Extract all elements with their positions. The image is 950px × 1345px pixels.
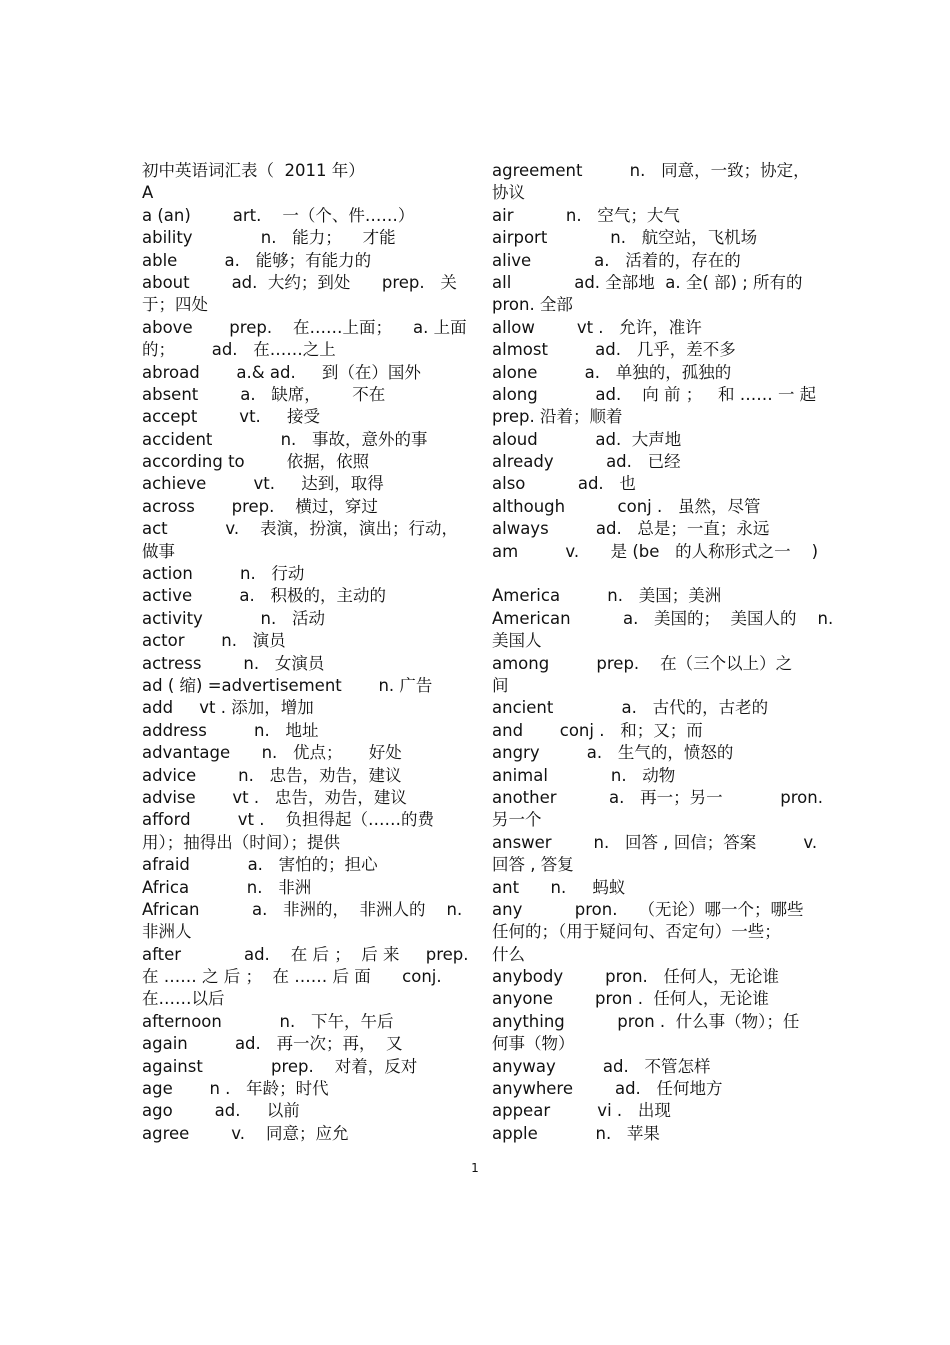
vocab-line: ago ad. 以前 (142, 1101, 300, 1121)
vocab-line: prep. 沿着；顺着 (492, 407, 623, 427)
vocab-line: although conj . 虽然，尽管 (492, 496, 761, 516)
vocab-line: also ad. 也 (492, 474, 636, 494)
vocab-line: allow vt . 允许，准许 (492, 317, 702, 337)
vocab-line: 协议 (492, 183, 525, 203)
vocab-line: actor n. 演员 (142, 631, 286, 651)
vocab-line: 任何的；（用于疑问句、否定句）一些； (492, 922, 781, 942)
vocab-line: airport n. 航空站，飞机场 (492, 228, 758, 248)
vocab-line: able a. 能够；有能力的 (142, 250, 372, 270)
vocab-line: after ad. 在 后 ； 后 来 prep. (142, 944, 469, 964)
vocab-line: 初中英语词汇表（ 2011 年） (142, 161, 365, 180)
vocab-line: 非洲人 (142, 922, 192, 942)
vocab-line: 的； ad. 在……之上 (142, 340, 336, 360)
vocab-line: act v. 表演，扮演，演出；行动， (142, 519, 459, 539)
vocab-line: already ad. 已经 (492, 452, 681, 472)
vocab-line: add vt . 添加，增加 (142, 698, 314, 718)
vocab-line: am v. 是 (be 的人称形式之一 ) (492, 541, 819, 561)
vocab-line: all ad. 全部地 a. 全( 部) ; 所有的 (492, 272, 803, 292)
vocab-line (492, 563, 810, 585)
vocab-line: advantage n. 优点； 好处 (142, 743, 402, 763)
vocab-line: above prep. 在……上面； a. 上面 (142, 317, 467, 337)
vocab-line: afford vt . 负担得起（……的费 (142, 810, 434, 830)
vocab-line: 什么 (492, 944, 525, 964)
vocab-line: ant n. 蚂蚁 (492, 877, 626, 897)
left-column (142, 160, 469, 1145)
vocab-line: agreement n. 同意，一致；协定， (492, 161, 810, 180)
vocab-line: agree v. 同意；应允 (142, 1123, 349, 1143)
vocab-line: 用）；抽得出（时间）；提供 (142, 832, 340, 852)
vocab-line: according to 依据，依照 (142, 452, 370, 472)
vocab-line: America n. 美国；美洲 (492, 586, 722, 606)
vocab-line: ability n. 能力； 才能 (142, 228, 396, 248)
vocab-line: anybody pron. 任何人，无论谁 (492, 967, 780, 987)
vocab-line: alive a. 活着的，存在的 (492, 250, 741, 270)
page-number: 1 (471, 1161, 479, 1175)
vocab-line: animal n. 动物 (492, 765, 676, 785)
vocab-line: anywhere ad. 任何地方 (492, 1079, 723, 1099)
vocab-line: ad ( 缩) =advertisement n. 广告 (142, 675, 433, 695)
vocab-line: 何事（物） (492, 1034, 575, 1054)
vocab-line: across prep. 横过，穿过 (142, 496, 378, 516)
vocab-line: 于；四处 (142, 295, 208, 315)
vocab-line: again ad. 再一次；再， 又 (142, 1034, 403, 1054)
vocab-line: another a. 再一；另一 pron. (492, 787, 823, 807)
vocab-line: a (an) art. 一（个、件……） (142, 205, 415, 225)
vocab-line: active a. 积极的，主动的 (142, 586, 386, 606)
vocab-line: about ad. 大约；到处 prep. 关 (142, 272, 457, 292)
vocab-line: accept vt. 接受 (142, 407, 321, 427)
vocab-line: age n . 年龄；时代 (142, 1079, 329, 1099)
vocab-line: alone a. 单独的，孤独的 (492, 362, 732, 382)
vocab-line: among prep. 在（三个以上）之 (492, 653, 793, 673)
vocab-line: anything pron . 什么事（物）；任 (492, 1011, 800, 1031)
vocab-line: afternoon n. 下午，午后 (142, 1011, 394, 1031)
vocab-line: any pron. （无论）哪一个；哪些 (492, 899, 804, 919)
vocab-line: almost ad. 几乎，差不多 (492, 340, 736, 360)
vocab-line: apple n. 苹果 (492, 1123, 660, 1143)
vocab-line: achieve vt. 达到，取得 (142, 474, 384, 494)
vocab-line: and conj . 和；又；而 (492, 720, 703, 740)
vocab-line: 间 (492, 675, 509, 695)
vocab-line: air n. 空气；大气 (492, 205, 680, 225)
vocab-line: appear vi . 出现 (492, 1101, 671, 1121)
vocab-line: absent a. 缺席， 不在 (142, 384, 386, 404)
vocab-line: against prep. 对着，反对 (142, 1056, 418, 1076)
vocab-line: pron. 全部 (492, 295, 573, 315)
vocab-line: activity n. 活动 (142, 608, 325, 628)
vocab-line: anyway ad. 不管怎样 (492, 1056, 711, 1076)
vocab-line: American a. 美国的； 美国人的 n. (492, 608, 834, 628)
vocab-line: address n. 地址 (142, 720, 319, 740)
vocab-line: 做事 (142, 541, 175, 561)
vocab-line: always ad. 总是；一直；永远 (492, 519, 770, 539)
vocab-line: advice n. 忠告，劝告，建议 (142, 765, 402, 785)
vocab-line: ancient a. 古代的，古老的 (492, 698, 769, 718)
vocab-line: anyone pron . 任何人，无论谁 (492, 989, 769, 1009)
vocab-line: 回答 , 答复 (492, 855, 574, 875)
vocab-line: 在 …… 之 后 ； 在 …… 后 面 conj. (142, 967, 442, 987)
vocab-line: Africa n. 非洲 (142, 877, 312, 897)
vocab-line: answer n. 回答 , 回信；答案 v. (492, 832, 818, 852)
vocab-line: afraid a. 害怕的；担心 (142, 855, 378, 875)
vocab-line: A (142, 183, 154, 203)
vocab-line: angry a. 生气的，愤怒的 (492, 743, 734, 763)
vocab-line: African a. 非洲的， 非洲人的 n. (142, 899, 463, 919)
right-column (492, 160, 834, 1145)
vocab-line: aloud ad. 大声地 (492, 429, 682, 449)
vocab-line: action n. 行动 (142, 564, 305, 584)
vocab-line: accident n. 事故，意外的事 (142, 429, 428, 449)
vocab-line: 美国人 (492, 631, 542, 651)
vocab-line: along ad. 向 前 ； 和 …… 一 起 (492, 384, 817, 404)
vocab-line: 在……以后 (142, 989, 225, 1009)
vocab-line: advise vt . 忠告，劝告，建议 (142, 787, 407, 807)
vocab-line: 另一个 (492, 810, 542, 830)
vocab-line: actress n. 女演员 (142, 653, 325, 673)
vocab-line: abroad a.& ad. 到（在）国外 (142, 362, 421, 382)
